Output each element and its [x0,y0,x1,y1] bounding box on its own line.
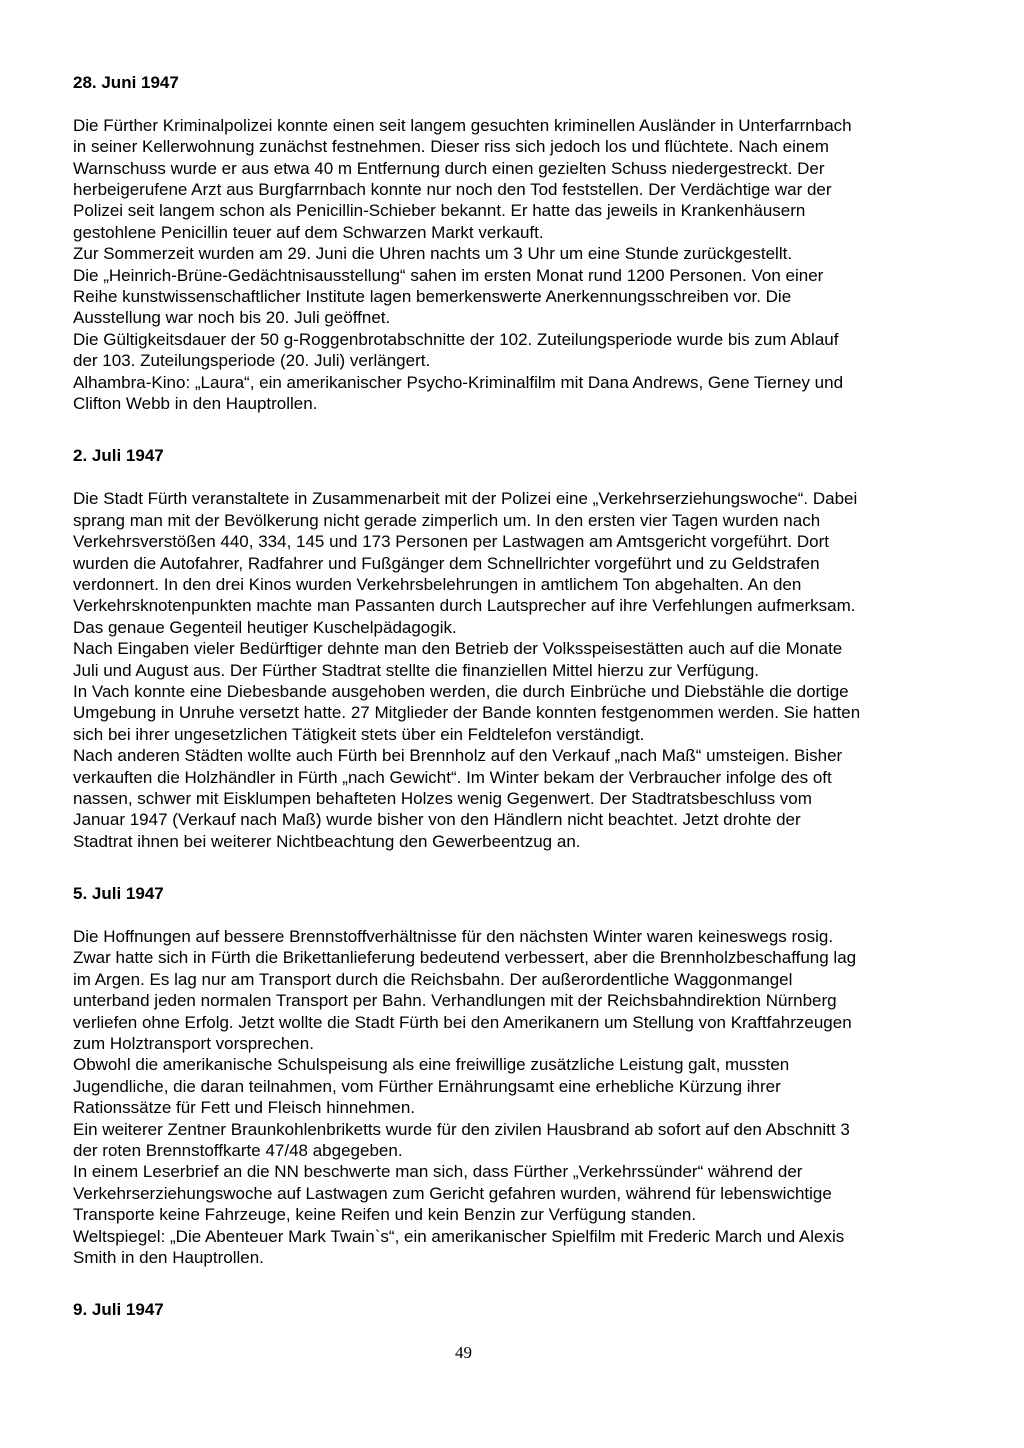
text-line: Zur Sommerzeit wurden am 29. Juni die Uhren nachts um 3 Uhr um eine Stunde zurückgestellt. [73,244,793,264]
text-line: Ein weiterer Zentner Braunkohlenbriketts wurde für den zivilen Hausbrand ab sofort auf den Abschnitt 3 [73,1119,850,1139]
text-line: Clifton Webb in den Hauptrollen. [73,394,318,414]
text-line: unterband jeden normalen Transport per Bahn. Verhandlungen mit der Reichsbahndirektion Nürnberg [73,991,837,1011]
text-line: Transporte keine Fahrzeuge, keine Reifen und kein Benzin zur Verfügung standen. [73,1205,697,1225]
text-line: Jugendliche, die daran teilnahmen, vom Fürther Ernährungsamt eine erhebliche Kürzung ihrer [73,1076,781,1096]
text-line: der roten Brennstoffkarte 47/48 abgegeben. [73,1141,403,1161]
text-line: verliefen ohne Erfolg. Jetzt wollte die Stadt Fürth bei den Amerikanern um Stellung von Kraftfahrzeugen [73,1012,852,1032]
date-section [73,445,954,852]
text-line: sprang man mit der Bevölkerung nicht gerade zimperlich um. In den ersten vier Tagen wurden nach [73,510,821,530]
text-line: Das genaue Gegenteil heutiger Kuschelpädagogik. [73,617,457,637]
text-line: Verkehrserziehungswoche auf Lastwagen zum Gericht gefahren wurden, während für lebenswichtige [73,1183,832,1203]
text-line: Alhambra-Kino: „Laura“, ein amerikanischer Psycho-Kriminalfilm mit Dana Andrews, Gene Tierney und [73,372,844,392]
date-section [73,883,954,1268]
text-line: Zwar hatte sich in Fürth die Brikettanlieferung bedeutend verbessert, aber die Brennholzbeschaffung lag [73,948,857,968]
text-line: Smith in den Hauptrollen. [73,1248,264,1268]
text-line: verkauften die Holzhändler in Fürth „nach Gewicht“. Im Winter bekam der Verbraucher infolge des oft [73,767,832,787]
text-line: Warnschuss wurde er aus etwa 40 m Entfernung durch einen gezielten Schuss niedergestreckt. Der [73,158,825,178]
document-body [73,72,954,1321]
text-line: Stadtrat ihnen bei weiterer Nichtbeachtung den Gewerbeentzug an. [73,831,581,851]
section-text [73,926,954,1269]
date-heading: 2. Juli 1947 [73,446,164,466]
text-line: Januar 1947 (Verkauf nach Maß) wurde bisher von den Händlern nicht beachtet. Jetzt drohte der [73,810,801,830]
text-line: Die „Heinrich-Brüne-Gedächtnisausstellung“ sahen im ersten Monat rund 1200 Personen. Von einer [73,265,824,285]
text-line: Weltspiegel: „Die Abenteuer Mark Twain`s“, ein amerikanischer Spielfilm mit Frederic March und Alexis [73,1226,845,1246]
text-line: Polizei seit langem schon als Penicillin-Schieber bekannt. Er hatte das jeweils in Krankenhäusern [73,201,806,221]
date-section [73,1299,954,1320]
date-heading: 5. Juli 1947 [73,884,164,904]
text-line: nassen, schwer mit Eisklumpen behafteten Holzes wenig Gegenwert. Der Stadtratsbeschluss vom [73,788,812,808]
text-line: Verkehrsverstößen 440, 334, 145 und 173 Personen per Lastwagen am Amtsgericht vorgeführt. Dort [73,532,829,552]
text-line: Ausstellung war noch bis 20. Juli geöffnet. [73,308,391,328]
text-line: verdonnert. In den drei Kinos wurden Verkehrsbelehrungen in amtlichem Ton abgehalten. An den [73,574,802,594]
text-line: Die Fürther Kriminalpolizei konnte einen seit langem gesuchten kriminellen Ausländer in Unterfarrnbach [73,115,852,135]
text-line: In Vach konnte eine Diebesbande ausgehoben werden, die durch Einbrüche und Diebstähle die dortige [73,681,849,701]
text-line: Die Stadt Fürth veranstaltete in Zusammenarbeit mit der Polizei eine „Verkehrserziehungswoche“. Dabei [73,489,858,509]
text-line: Juli und August aus. Der Fürther Stadtrat stellte die finanziellen Mittel hierzu zur Verfügung. [73,660,760,680]
text-line: Die Hoffnungen auf bessere Brennstoffverhältnisse für den nächsten Winter waren keineswegs rosig. [73,926,834,946]
text-line: Umgebung in Unruhe versetzt hatte. 27 Mitglieder der Bande konnten festgenommen werden. Sie hatten [73,703,861,723]
text-line: sich bei ihrer ungesetzlichen Tätigkeit stets über ein Feldtelefon verständigt. [73,724,645,744]
date-section [73,72,954,414]
text-line: In einem Leserbrief an die NN beschwerte man sich, dass Fürther „Verkehrssünder“ während der [73,1162,803,1182]
text-line: Nach anderen Städten wollte auch Fürth bei Brennholz auf den Verkauf „nach Maß“ umsteigen. Bisher [73,746,843,766]
text-line: Verkehrsknotenpunkten machte man Passanten durch Lautsprecher auf ihre Verfehlungen aufmerksam. [73,596,856,616]
text-line: Nach Eingaben vieler Bedürftiger dehnte man den Betrieb der Volksspeisestätten auch auf die Monate [73,639,843,659]
text-line: herbeigerufene Arzt aus Burgfarrnbach konnte nur noch den Tod feststellen. Der Verdächtige war der [73,180,832,200]
date-heading: 28. Juni 1947 [73,73,179,92]
text-line: Rationssätze für Fett und Fleisch hinnehmen. [73,1098,416,1118]
text-line: Reihe kunstwissenschaftlicher Institute lagen bemerkenswerte Anerkennungsschreiben vor. Die [73,287,792,307]
text-line: wurden die Autofahrer, Radfahrer und Fußgänger dem Schnellrichter vorgeführt und zu Geldstrafen [73,553,820,573]
date-heading: 9. Juli 1947 [73,1300,164,1320]
page-number: 49 [455,1342,472,1362]
section-text [73,488,954,852]
text-line: im Argen. Es lag nur am Transport durch die Reichsbahn. Der außerordentliche Waggonmangel [73,969,793,989]
text-line: Obwohl die amerikanische Schulspeisung als eine freiwillige zusätzliche Leistung galt, mussten [73,1055,790,1075]
text-line: Die Gültigkeitsdauer der 50 g-Roggenbrotabschnitte der 102. Zuteilungsperiode wurde bis zum Ablauf [73,329,839,349]
text-line: der 103. Zuteilungsperiode (20. Juli) verlängert. [73,351,431,371]
text-line: zum Holztransport vorsprechen. [73,1034,314,1054]
text-line: in seiner Kellerwohnung zunächst festnehmen. Dieser riss sich jedoch los und flüchtete. Nach einem [73,137,829,157]
text-line: gestohlene Penicillin teuer auf dem Schwarzen Markt verkauft. [73,222,544,242]
section-text [73,115,954,415]
